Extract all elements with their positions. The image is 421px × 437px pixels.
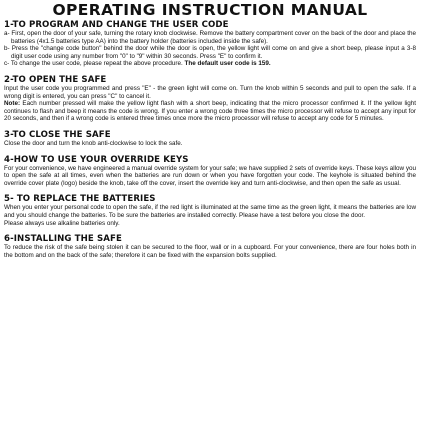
item-c-text: c- To change the user code, please repeat the above procedure. — [4, 60, 183, 68]
note-text: Each number pressed will make the yellow light flash with a short beep, indicating that the micro processor confirmed it. If the yellow light continues to flash and beep it means the code is wrong. If you enter a wrong code three times the micro processor will refuse to accept any input for 20 seconds, and then if a wrong code is entered three times once more the micro processor will refuse to accept any code for 5 minutes. — [4, 100, 417, 123]
open-note — [4, 100, 416, 123]
instruction-item-a: a- First, open the door of your safe, turning the rotary knob clockwise. Remove the battery compartment cover on the back of the door and place the batteries (4x1.5 batteries type AA) into the battery holder (batteries included inside the safe). — [4, 30, 416, 45]
override-instructions: For your convenience, we have engineered a manual override system for your safe; we have supplied 2 sets of override keys. These keys allow you to open the safe at all times, even when the batteries are run down or when you have forgotten your code. The keyhole is situated behind the override cover plate (logo) beside the knob, take off the cover, insert the override key and turn anti-clockwise, and then open the safe as usual. — [4, 164, 416, 187]
section-override — [4, 155, 416, 188]
instruction-item-c — [4, 60, 416, 68]
instruction-item-b: b- Press the "change code button" behind the door while the door is open, the yellow light will come on and give a short beep, please input a 3-8 digit user code using any number from "0" to "9" within 30 seconds. Press "E" to confirm it. — [4, 45, 416, 60]
section-heading: 2-TO OPEN THE SAFE — [4, 74, 107, 85]
section-installing — [4, 234, 416, 259]
section-program — [4, 20, 416, 68]
section-batteries — [4, 194, 416, 227]
default-code-note: The default user code is 159. — [184, 60, 271, 68]
close-instructions: Close the door and turn the knob anti-clockwise to lock the safe. — [4, 139, 183, 147]
section-heading: 5- TO REPLACE THE BATTERIES — [4, 194, 156, 205]
manual-title: OPERATING INSTRUCTION MANUAL — [52, 1, 368, 19]
section-heading: 3-TO CLOSE THE SAFE — [4, 129, 111, 140]
section-close — [4, 130, 416, 148]
battery-instructions: When you enter your personal code to open the safe, if the red light is illuminated at the same time as the green light, it means the batteries are low and you should change the batteries. To be sure the batteries are installed correctly. Please have a test before you close the door. — [4, 204, 416, 219]
battery-advice: Please always use alkaline batteries only. — [4, 219, 120, 227]
installing-instructions: To reduce the risk of the safe being stolen it can be secured to the floor, wall or in a cupboard. For your convenience, there are four holes both in the bottom and on the back of the safe; therefore it can be fixed with the expansion bolts supplied. — [4, 244, 416, 259]
open-instructions: Input the user code you programmed and press "E" - the green light will come on. Turn the knob within 5 seconds and pull to open the safe. If a wrong digit is entered, you can press "C" to cancel it. — [4, 84, 416, 100]
section-heading: 6-INSTALLING THE SAFE — [4, 234, 122, 245]
section-heading: 1-TO PROGRAM AND CHANGE THE USER CODE — [4, 20, 229, 30]
section-open — [4, 75, 416, 123]
note-label: Note: — [4, 100, 21, 108]
section-heading: 4-HOW TO USE YOUR OVERRIDE KEYS — [4, 154, 189, 165]
